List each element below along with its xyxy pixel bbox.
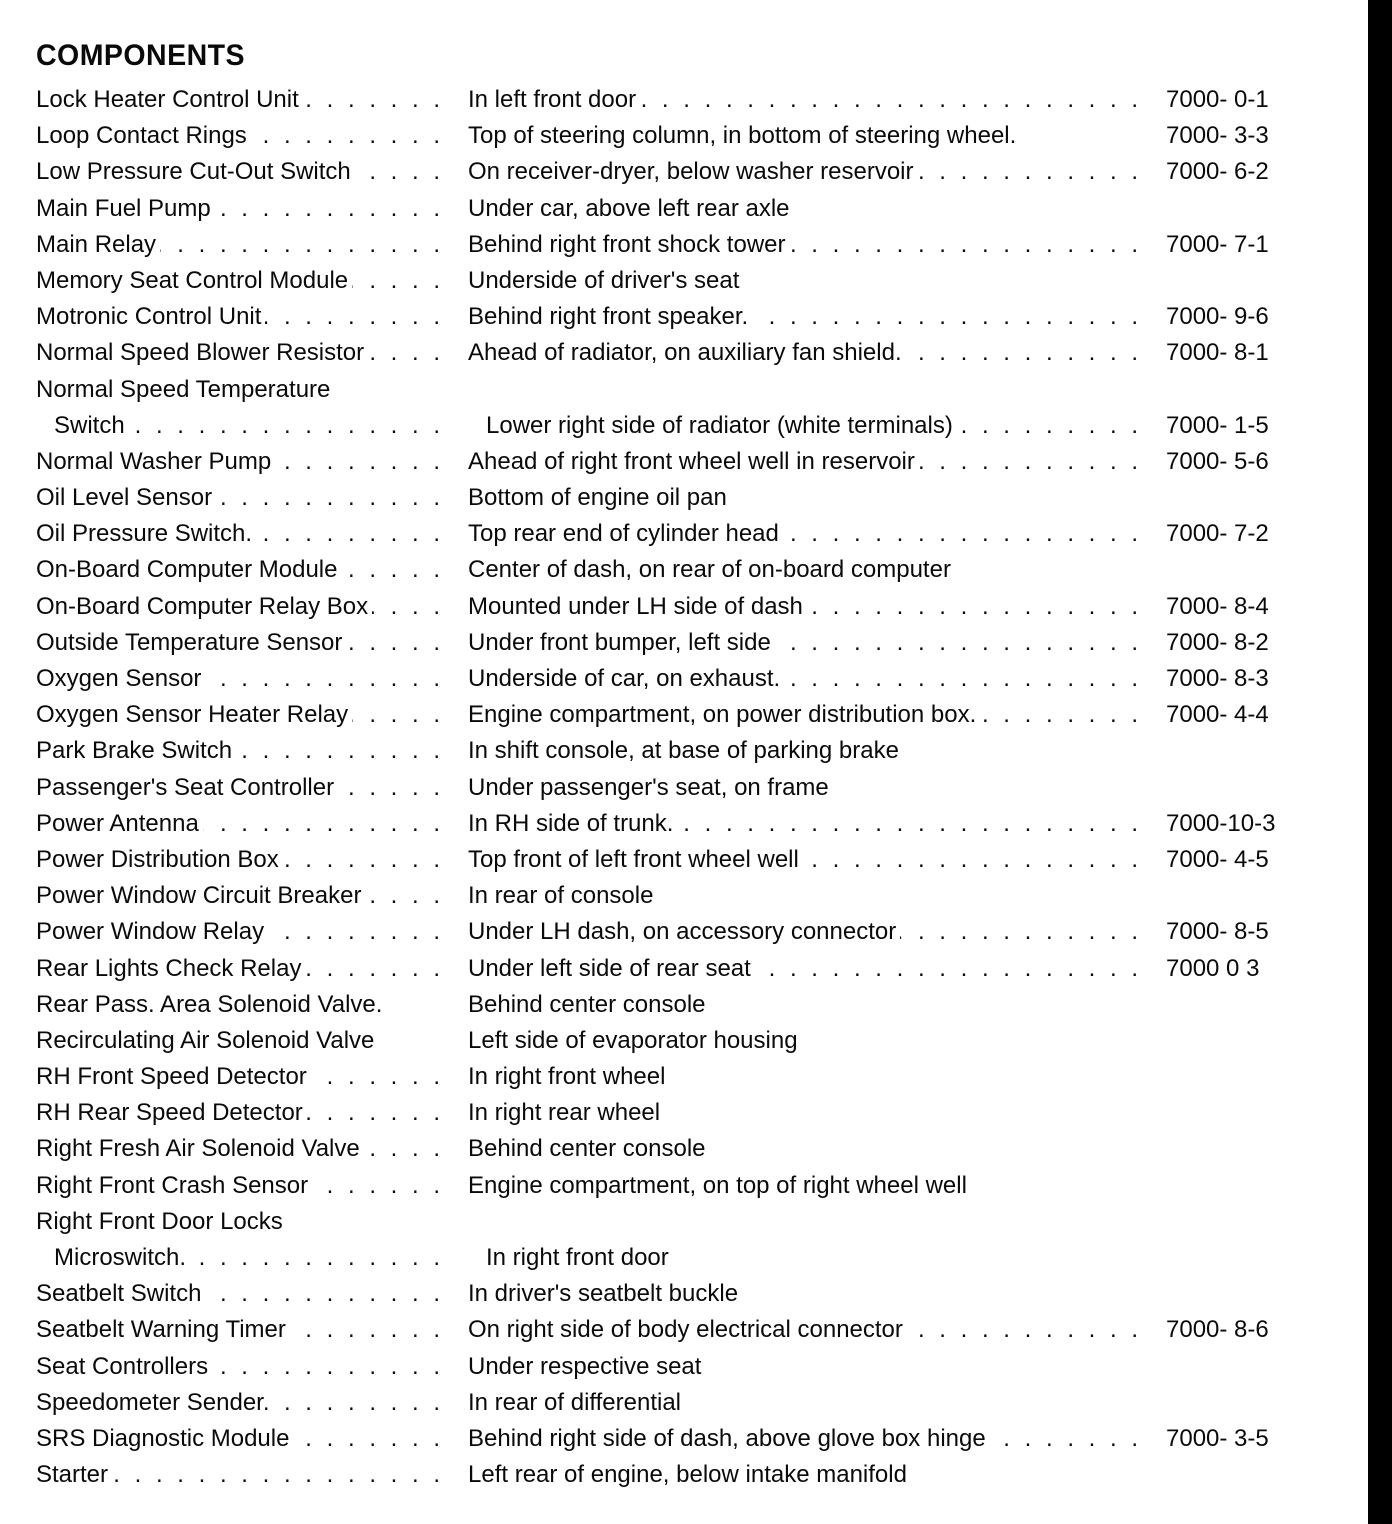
component-location: Under left side of rear seat . . . [468,951,1142,987]
component-location: Engine compartment, on power distribution box. . . . [468,697,1142,733]
component-name: On-Board Computer Relay Box . . . [36,589,444,625]
component-location: Underside of driver's seat [468,263,1142,299]
table-row [36,661,1336,697]
diagram-reference: 7000-10-3 [1166,809,1276,837]
component-name: Speedometer Sender. . . . [36,1385,444,1421]
components-table [36,82,1336,1493]
component-name: RH Front Speed Detector . . . [36,1059,444,1095]
component-name: Seatbelt Warning Timer . . . [36,1312,444,1348]
component-location: In driver's seatbelt buckle [468,1276,1142,1312]
table-row [36,770,1336,806]
table-row [36,444,1336,480]
component-location: Center of dash, on rear of on-board computer [468,552,1142,588]
diagram-reference: 7000- 8-3 [1166,665,1269,692]
component-name: RH Rear Speed Detector . . . [36,1095,444,1131]
component-name: Lock Heater Control Unit . . . [36,82,444,118]
component-location: Underside of car, on exhaust. . . . [468,661,1142,697]
table-row [36,516,1336,552]
table-row [36,1312,1336,1348]
table-row [36,263,1336,299]
table-row [36,733,1336,769]
table-row [36,1059,1336,1095]
table-row [36,914,1336,950]
component-location: Behind right front shock tower . . . [468,227,1142,263]
component-location: In left front door . . . [468,82,1142,118]
table-row [36,951,1336,987]
diagram-reference: 7000- 8-4 [1166,592,1269,620]
component-name: Right Fresh Air Solenoid Valve . . . [36,1131,444,1167]
diagram-reference: 7000- 5-6 [1166,447,1269,475]
table-row [36,408,1336,444]
component-name: Seatbelt Switch . . . [36,1276,444,1312]
component-location: Ahead of right front wheel well in reservoir . . . [468,444,1142,480]
component-name: Main Relay . . . [36,227,444,263]
diagram-reference: 7000- 8-2 [1166,628,1269,656]
component-location: On right side of body electrical connector . . . [468,1312,1142,1348]
table-row [36,372,1336,408]
diagram-reference: 7000- 4-5 [1166,845,1269,873]
component-name: Power Window Circuit Breaker . . . [36,878,444,914]
component-name: Rear Lights Check Relay . . . [36,951,444,987]
table-row [36,1131,1336,1167]
diagram-reference: 7000- 9-6 [1166,303,1269,331]
component-location: Top rear end of cylinder head . . . [468,516,1142,552]
component-location: Behind right side of dash, above glove box hinge . . . [468,1421,1142,1457]
component-location: Bottom of engine oil pan [468,480,1142,516]
table-row [36,1168,1336,1204]
page-title: COMPONENTS [36,39,246,72]
table-row [36,191,1336,227]
diagram-reference: 7000- 0-1 [1166,86,1269,113]
table-row [36,842,1336,878]
table-row [36,1023,1336,1059]
component-name: Normal Speed Temperature [36,372,444,408]
component-name: Oxygen Sensor Heater Relay . . . [36,697,444,733]
component-location: Left rear of engine, below intake manifold [468,1457,1142,1493]
component-location: Under passenger's seat, on frame [468,770,1142,806]
component-name: Outside Temperature Sensor . . . [36,625,444,661]
component-location: In right front door [468,1240,1142,1276]
table-row [36,1276,1336,1312]
diagram-reference: 7000- 6-2 [1166,158,1269,186]
table-row [36,480,1336,516]
component-location: Left side of evaporator housing [468,1023,1142,1059]
component-name: Power Distribution Box . . . [36,842,444,878]
component-location: Behind right front speaker. . . . [468,299,1142,335]
diagram-reference: 7000- 7-2 [1166,520,1269,548]
component-name: Park Brake Switch . . . [36,733,444,769]
component-location: Under front bumper, left side . . . [468,625,1142,661]
table-row [36,1204,1336,1240]
table-row [36,1421,1336,1457]
diagram-reference: 7000- 3-5 [1166,1424,1269,1452]
component-location: In rear of differential [468,1385,1142,1421]
diagram-reference: 7000- 4-4 [1166,701,1269,729]
diagram-reference: 7000- 8-1 [1166,339,1269,367]
component-name: Switch . . . [36,408,444,444]
component-name: On-Board Computer Module . . . [36,552,444,588]
component-name: Seat Controllers . . . [36,1349,444,1385]
component-name: Memory Seat Control Module . . . [36,263,444,299]
component-location: Under respective seat [468,1349,1142,1385]
component-name: Power Window Relay . . . [36,914,444,950]
table-row [36,697,1336,733]
component-name: Passenger's Seat Controller . . . [36,770,444,806]
component-location: Under LH dash, on accessory connector . . . [468,914,1142,950]
table-row [36,227,1336,263]
table-row [36,154,1336,190]
component-location: In right rear wheel [468,1095,1142,1131]
diagram-reference: 7000- 8-5 [1166,918,1269,946]
table-row [36,82,1336,118]
component-name: Microswitch. . . . [36,1240,444,1276]
diagram-reference: 7000- 3-3 [1166,122,1269,150]
diagram-reference: 7000 0 3 [1166,954,1260,982]
diagram-reference: 7000- 7-1 [1166,230,1269,258]
component-location: On receiver-dryer, below washer reservoir . . . [468,154,1142,190]
table-row [36,589,1336,625]
component-location: In shift console, at base of parking brake [468,733,1142,769]
component-name: SRS Diagnostic Module . . . [36,1421,444,1457]
component-location: In RH side of trunk. . . . [468,806,1142,842]
component-location [468,372,1142,408]
diagram-reference: 7000- 1-5 [1166,411,1269,439]
component-name: Motronic Control Unit . . . [36,299,444,335]
table-row [36,878,1336,914]
component-name: Right Front Crash Sensor . . . [36,1168,444,1204]
component-name: Power Antenna . . . [36,806,444,842]
table-row [36,118,1336,154]
table-row [36,987,1336,1023]
component-name: Starter . . . [36,1457,444,1493]
component-name: Oil Level Sensor . . . [36,480,444,516]
table-row [36,335,1336,371]
table-row [36,299,1336,335]
table-row [36,552,1336,588]
table-row [36,625,1336,661]
component-name: Oxygen Sensor . . . [36,661,444,697]
component-location: Ahead of radiator, on auxiliary fan shield. . . . [468,335,1142,371]
table-row [36,1240,1336,1276]
component-location: Behind center console [468,1131,1142,1167]
component-location: Mounted under LH side of dash . . . [468,589,1142,625]
component-name: Oil Pressure Switch. . . . [36,516,444,552]
table-row [36,806,1336,842]
component-location: In right front wheel [468,1059,1142,1095]
component-name: Main Fuel Pump . . . [36,191,444,227]
table-row [36,1457,1336,1493]
component-name: Right Front Door Locks [36,1204,444,1240]
diagram-reference: 7000- 8-6 [1166,1316,1269,1344]
component-name: Recirculating Air Solenoid Valve [36,1023,444,1059]
component-location: Top of steering column, in bottom of steering wheel. [468,118,1142,154]
table-row [36,1385,1336,1421]
component-location: Lower right side of radiator (white terminals) . . . [468,408,1142,444]
component-location: In rear of console [468,878,1142,914]
component-name: Low Pressure Cut-Out Switch . . . [36,154,444,190]
page-edge-bar [1368,0,1392,1524]
component-location: Under car, above left rear axle [468,191,1142,227]
table-row [36,1095,1336,1131]
component-name: Normal Speed Blower Resistor . . . [36,335,444,371]
components-page [36,34,1336,1493]
component-location [468,1204,1142,1240]
component-location: Behind center console [468,987,1142,1023]
component-name: Normal Washer Pump . . . [36,444,444,480]
component-name: Rear Pass. Area Solenoid Valve. [36,987,444,1023]
component-location: Top front of left front wheel well . . . [468,842,1142,878]
component-location: Engine compartment, on top of right wheel well [468,1168,1142,1204]
table-row [36,1349,1336,1385]
component-name: Loop Contact Rings . . . [36,118,444,154]
